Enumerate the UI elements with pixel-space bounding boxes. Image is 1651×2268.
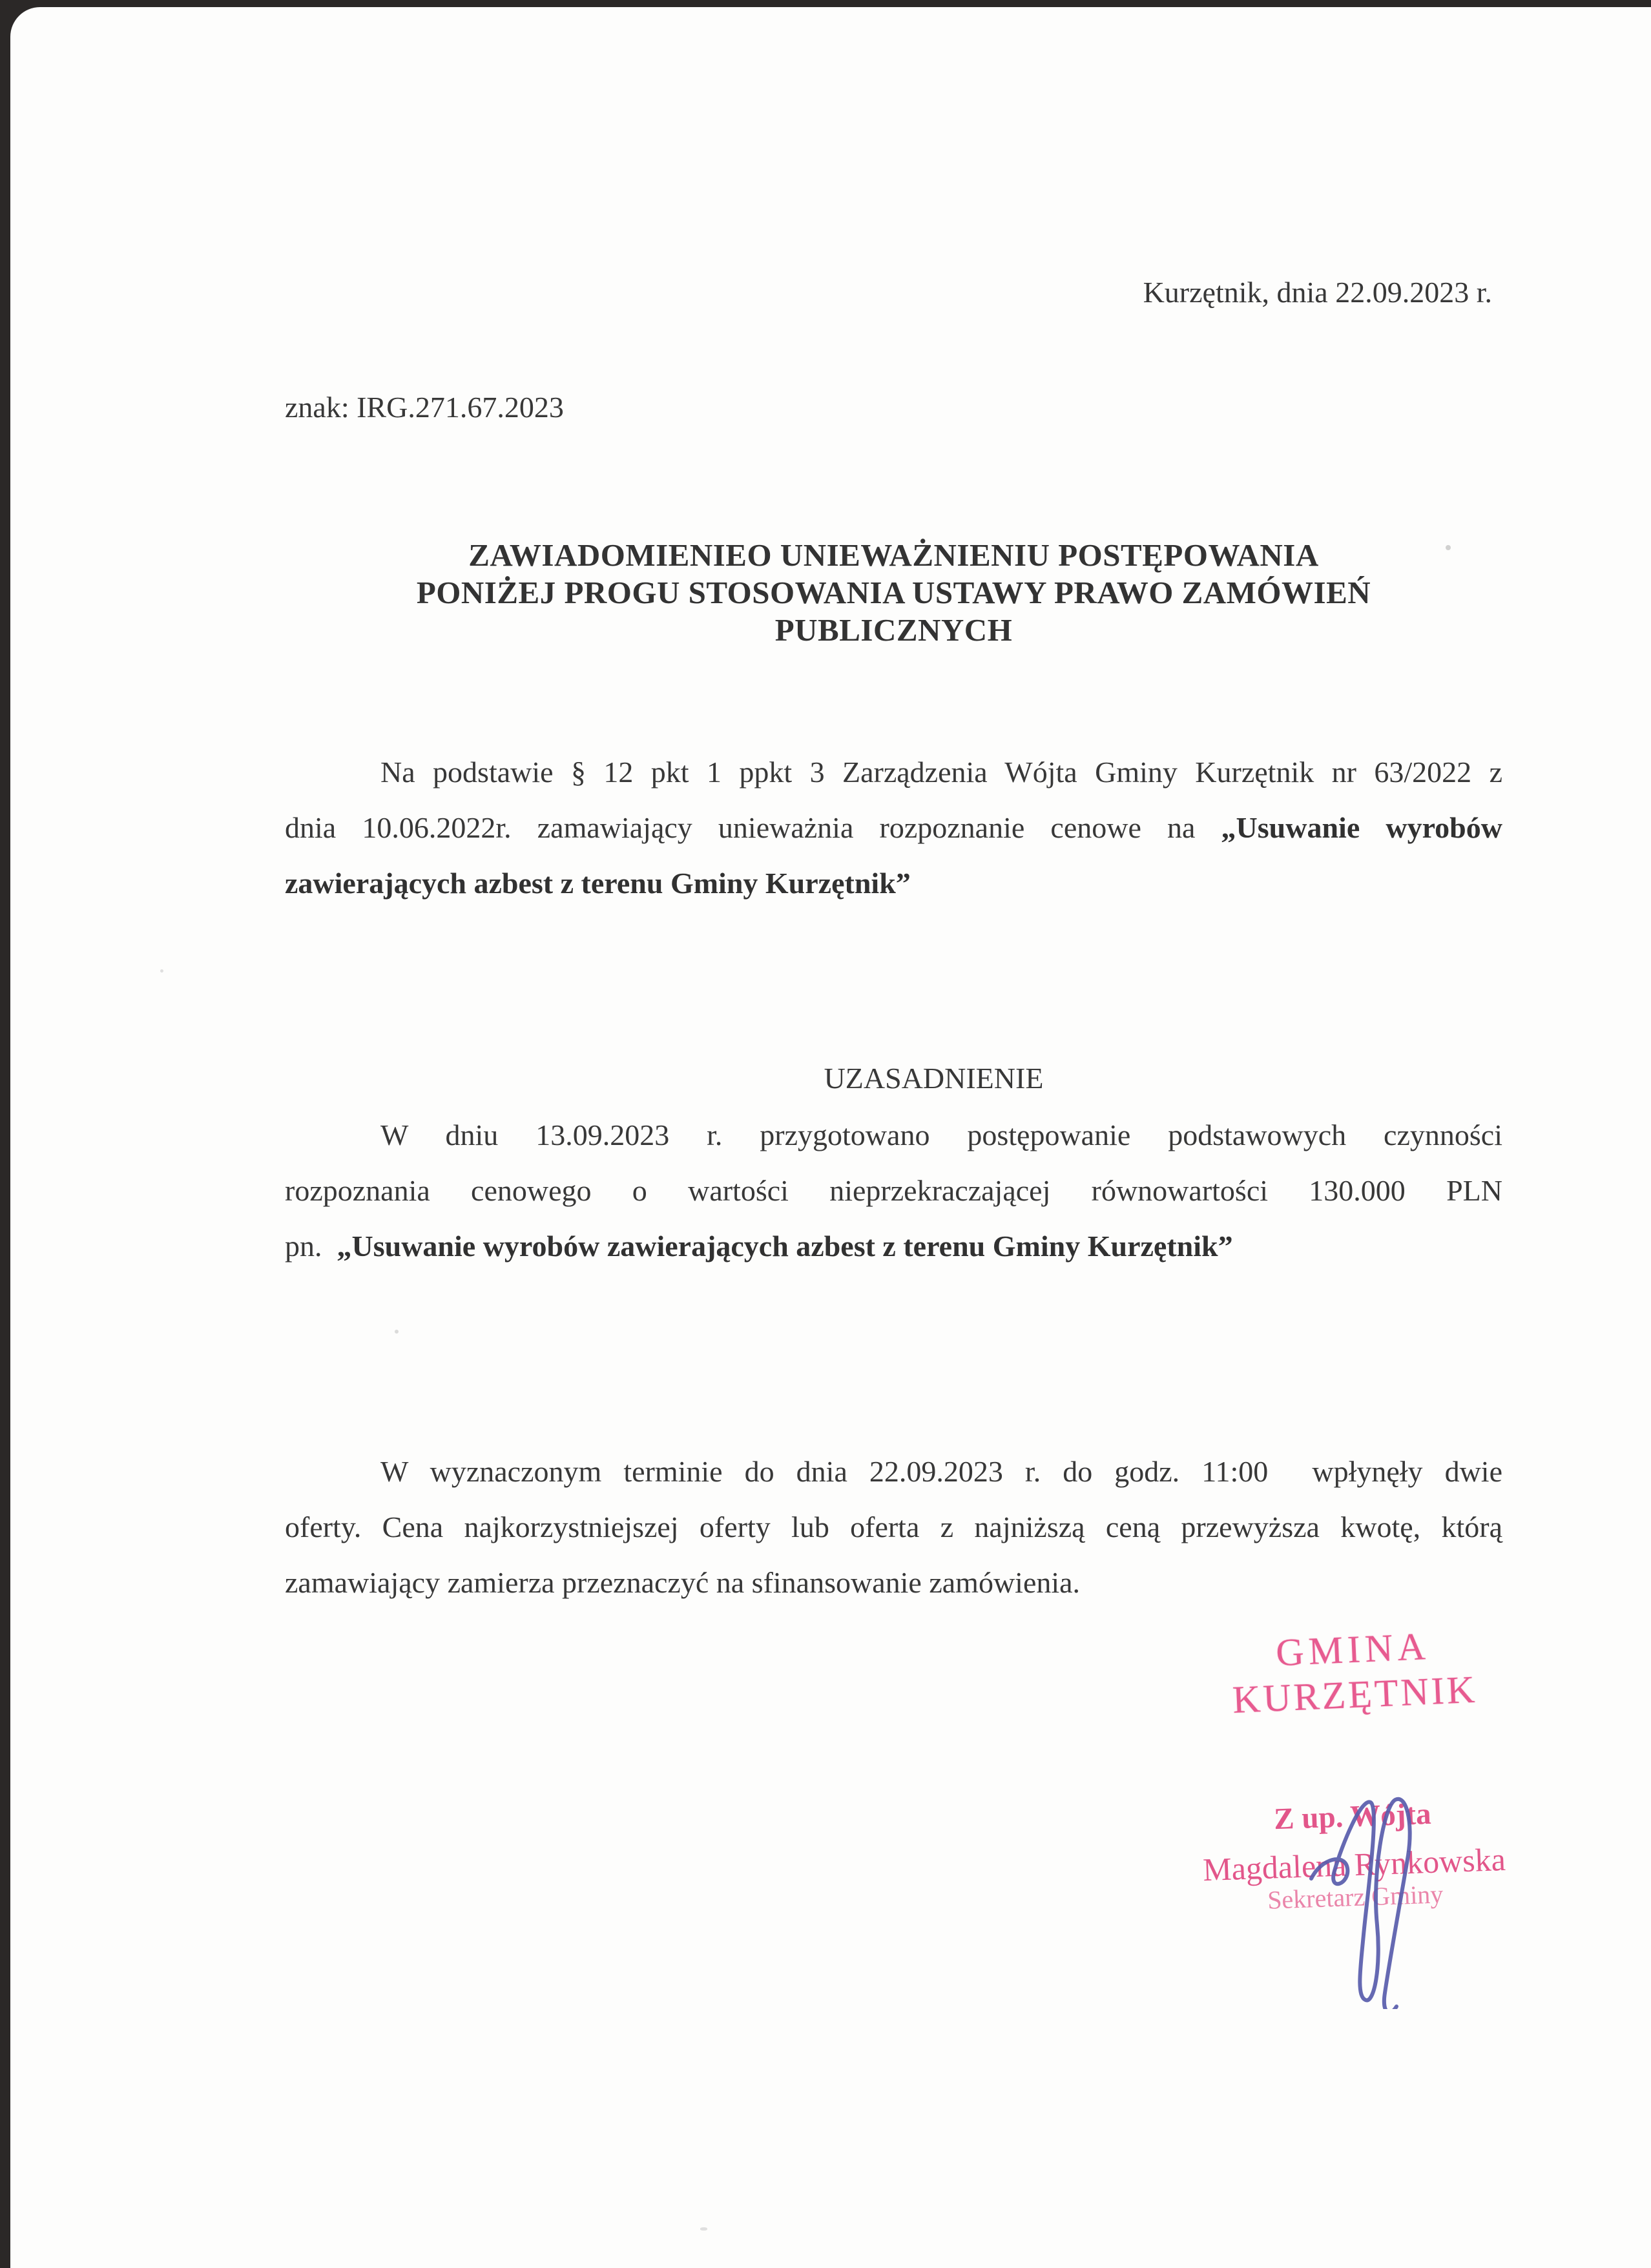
scan-speck [395,1330,399,1334]
signatory-authorization: Z up. Wójta [1273,1797,1432,1837]
title-line-2: PONIŻEJ PROGU STOSOWANIA USTAWY PRAWO ZAMÓWIEŃ [416,575,1371,610]
municipality-stamp-line-2: KURZĘTNIK [1231,1667,1479,1722]
paragraph-justification [285,1108,1502,1274]
scan-speck [160,969,163,973]
text-segment: oferty. Cena najkorzystniejszej oferty lub oferta z najniższą ceną przewyższa kwotę, którą [285,1510,1502,1543]
text-segment: W dniu 13.09.2023 r. przygotowano postępowanie podstawowych czynności [380,1119,1502,1151]
paragraph-legal-basis [285,745,1502,911]
signatory-role: Sekretarz Gminy [1267,1879,1444,1915]
text-segment: pn. [285,1230,337,1263]
bold-text-segment: „Usuwanie wyrobów [1221,811,1502,844]
text-line [285,800,1502,856]
text-segment: zamawiający zamierza przeznaczyć na sfinansowanie zamówienia. [285,1566,1081,1599]
section-heading-justification: UZASADNIENIE [824,1062,1044,1095]
document-title [285,537,1502,649]
text-line [285,745,1502,800]
text-line [285,856,1502,911]
title-line-1: ZAWIADOMIENIEO UNIEWAŻNIENIU POSTĘPOWANIA [468,537,1319,573]
handwritten-signature [1302,1796,1425,2009]
text-segment: W wyznaczonym terminie do dnia 22.09.2023 r. do godz. 11:00 wpłynęły dwie [380,1455,1502,1488]
text-line [285,1555,1502,1611]
document-page [10,7,1651,2268]
title-line-3: PUBLICZNYCH [774,612,1013,648]
bold-text-segment: „Usuwanie wyrobów zawierających azbest z terenu Gminy Kurzętnik” [337,1230,1233,1263]
bold-text-segment: zawierających azbest z terenu Gminy Kurzętnik” [285,867,911,900]
text-line [285,1219,1502,1274]
text-line [285,1500,1502,1555]
text-line [285,1444,1502,1500]
municipality-stamp [1184,1620,1524,1725]
paragraph-offers [285,1444,1502,1611]
scan-speck [700,2227,707,2231]
text-line [285,1163,1502,1219]
text-segment: rozpoznania cenowego o wartości nieprzekraczającej równowartości 130.000 PLN [285,1174,1502,1207]
date-line: Kurzętnik, dnia 22.09.2023 r. [1143,276,1492,309]
reference-number: znak: IRG.271.67.2023 [285,391,564,424]
signatory-name: Magdalena Rynkowska [1202,1840,1506,1888]
municipality-stamp-line-1: GMINA [1274,1624,1431,1675]
text-segment: dnia 10.06.2022r. zamawiający unieważnia rozpoznanie cenowe na [285,811,1221,844]
text-segment: Na podstawie § 12 pkt 1 ppkt 3 Zarządzenia Wójta Gminy Kurzętnik nr 63/2022 z [380,756,1502,789]
scan-speck [1446,545,1451,550]
text-line [285,1108,1502,1163]
